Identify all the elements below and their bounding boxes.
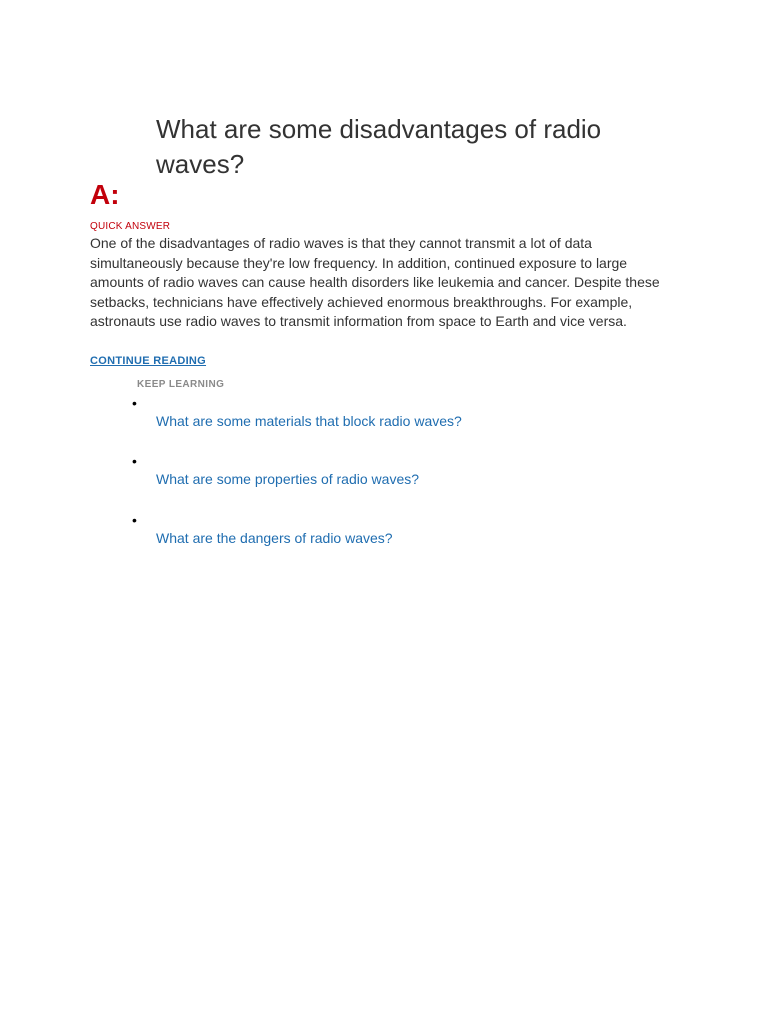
answer-text: One of the disadvantages of radio waves is that they cannot transmit a lot of data simultaneously because they're low frequency. In addition, continued exposure to large amounts of radio waves can cause health disorders like leukemia and cancer. Despite these setbacks, technicians have effectively achieved enormous breakthroughs. For example, astronauts use radio waves to transmit information from space to Earth and vice versa. (90, 235, 660, 329)
answer-marker: A: (90, 179, 120, 210)
bullet-icon: • (132, 512, 137, 528)
quick-answer-label: QUICK ANSWER (90, 221, 171, 232)
page-title: What are some disadvantages of radio waves? (156, 114, 602, 179)
related-question-link[interactable]: What are some materials that block radio waves? (156, 413, 462, 429)
continue-reading-link[interactable]: CONTINUE READING (90, 355, 207, 367)
bullet-icon: • (132, 395, 137, 411)
keep-learning-label: KEEP LEARNING (137, 379, 225, 390)
related-question-link[interactable]: What are the dangers of radio waves? (156, 530, 393, 546)
related-question-link[interactable]: What are some properties of radio waves? (156, 471, 420, 487)
bullet-icon: • (132, 453, 137, 469)
